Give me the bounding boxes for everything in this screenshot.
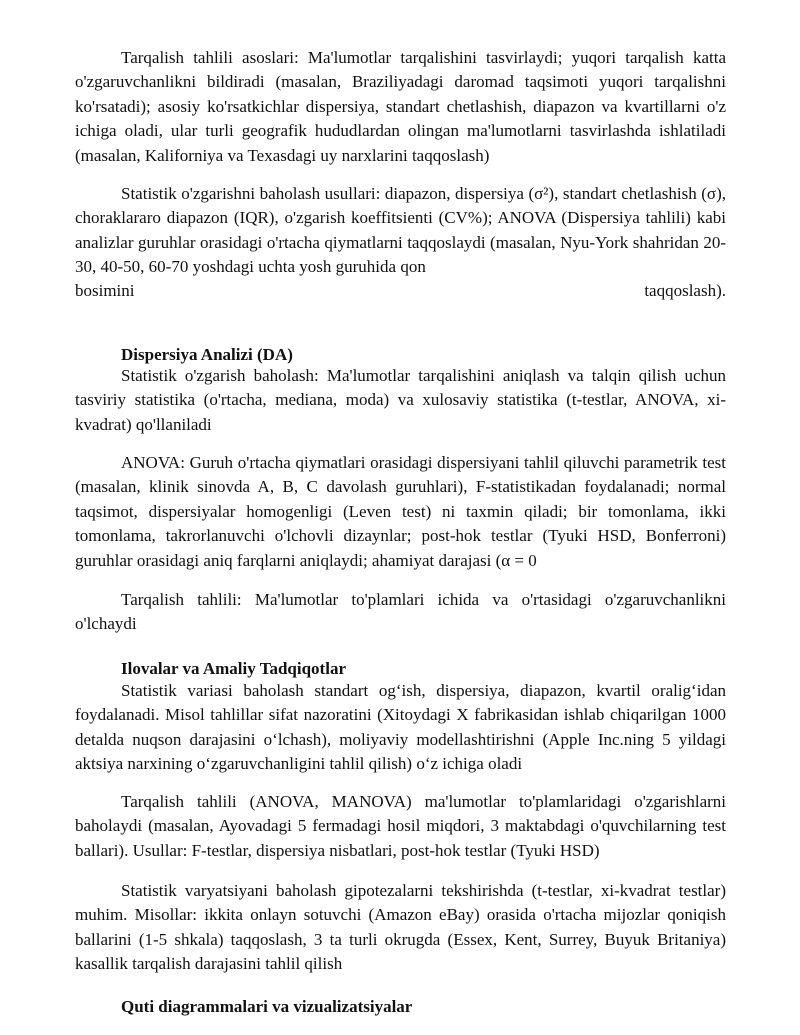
paragraph-dispersion-basics bbox=[75, 46, 726, 168]
paragraph-text: Tarqalish tahlili asoslari: Ma'lumotlar tarqalishini tasvirlaydi; yuqori tarqalish katta o'zgaruvchanlikni bildiradi (masalan, Braziliyadagi daromad taqsimoti yuqori tarqalishni ko'rsatadi); asosiy ko'rsatkichlar dispersiya, standart chetlashish, diapazon va kvartillarni o'z ichiga oladi, ular turli geografik hududlardan olingan ma'lumotlarni tasvirlashda ishlatiladi (masalan, Kaliforniya va Texasdagi uy narxlarini taqqoslash) bbox=[75, 48, 726, 165]
paragraph-variation-methods bbox=[75, 182, 726, 280]
paragraph-text: Tarqalish tahlili (ANOVA, MANOVA) ma'lumotlar to'plamlaridagi o'zgarishlarni baholaydi (masalan, Ayovadagi 5 fermadagi hosil miqdori, 3 maktabdagi o'quvchilarning test ballari). Usullar: F-testlar, dispersiya nisbatlari, post-hok testlar (Tyuki HSD) bbox=[75, 792, 726, 860]
paragraph-variance-assessment bbox=[75, 679, 726, 777]
paragraph-text: Statistik o'zgarish baholash: Ma'lumotlar tarqalishini aniqlash va talqin qilish uchun tasviriy statistika (o'rtacha, mediana, moda) va xulosaviy statistika (t-testlar, ANOVA, xi-kvadrat) qo'llaniladi bbox=[75, 366, 726, 434]
last-line-right-word: taqqoslash). bbox=[644, 281, 726, 300]
paragraph-anova bbox=[75, 451, 726, 573]
paragraph-text: Statistik o'zgarishni baholash usullari: diapazon, dispersiya (σ²), standart chetlashish (σ), choraklararo diapazon (IQR), o'zgarish koeffitsienti (CV%); ANOVA (Dispersiya tahlili) kabi analizlar guruhlar orasidagi o'rtacha qiymatlarni taqqoslaydi (masalan, Nyu-York shahridan 20-30, 40-50, 60-70 yoshdagi uchta yosh guruhida qon bbox=[75, 184, 726, 277]
section-heading-box-plots: Quti diagrammalari va vizualizatsiyalar bbox=[121, 997, 413, 1016]
paragraph-statistical-assessment bbox=[75, 364, 726, 437]
paragraph-text: Statistik varyatsiyani baholash gipotezalarni tekshirishda (t-testlar, xi-kvadrat testlar) muhim. Misollar: ikkita onlayn sotuvchi (Amazon eBay) orasida o'rtacha mijozlar qoniqish ballarini (1-5 shkala) taqqoslash, 3 ta turli okrugda (Essex, Kent, Surrey, Buyuk Britaniya) kasallik tarqalish darajasini tahlil qilish bbox=[75, 881, 726, 974]
paragraph-anova-manova bbox=[75, 790, 726, 863]
last-line-left-word: bosimini bbox=[75, 281, 135, 300]
paragraph-dispersion-analysis bbox=[75, 588, 726, 637]
section-heading-dispersion-analysis: Dispersiya Analizi (DA) bbox=[121, 345, 293, 364]
paragraph-text: ANOVA: Guruh o'rtacha qiymatlari orasidagi dispersiyani tahlil qiluvchi parametrik test (masalan, klinik sinovda A, B, C davolash guruhlari), F-statistikadan foydalanadi; normal taqsimot, dispersiyalar homogenligi (Leven test) ni taxmin qiladi; bir tomonlama, ikki tomonlama, takrorlanuvchi o'lchovli dizaynlar; post-hok testlar (Tyuki HSD, Bonferroni) guruhlar orasidagi aniq farqlarni aniqlaydi; ahamiyat darajasi (α = 0 bbox=[75, 453, 726, 570]
section-heading-applications: Ilovalar va Amaliy Tadqiqotlar bbox=[121, 659, 346, 678]
paragraph-text: Statistik variasi baholash standart og‘ish, dispersiya, diapazon, kvartil oralig‘idan foydalanadi. Misol tahlillar sifat nazoratini (Xitoydagi X fabrikasidan ishlab chiqarilgan 1000 detalda nuqson darajasini o‘lchash), moliyaviy modellashtirishni (Apple Inc.ning 5 yildagi aktsiya narxining o‘zgaruvchanligini tahlil qilish) o‘z ichiga oladi bbox=[75, 681, 726, 774]
paragraph-text: Tarqalish tahlili: Ma'lumotlar to'plamlari ichida va o'rtasidagi o'zgaruvchanlikni o'lchaydi bbox=[75, 590, 726, 634]
paragraph-hypothesis-testing bbox=[75, 879, 726, 977]
